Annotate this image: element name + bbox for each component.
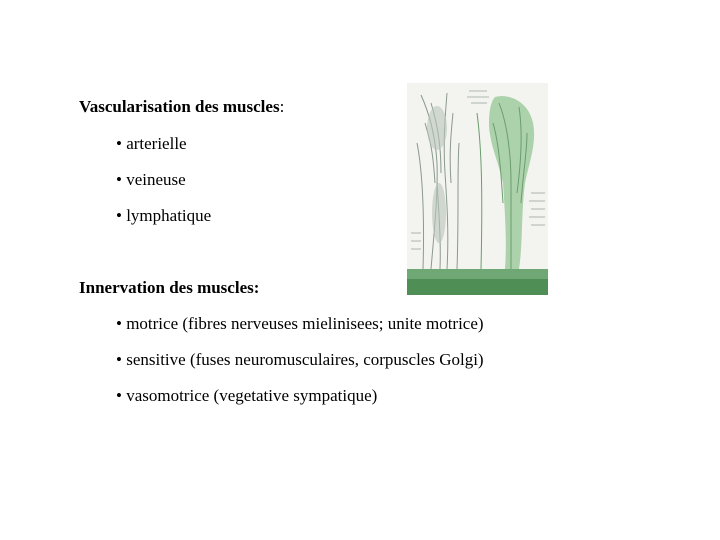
innervation-item-sensitive: • sensitive (fuses neuromusculaires, corpuscles Golgi) bbox=[116, 350, 484, 369]
innervation-item-motrice: • motrice (fibres nerveuses mielinisees; unite motrice) bbox=[116, 314, 484, 333]
vascularisation-heading-text: Vascularisation des muscles bbox=[79, 97, 280, 116]
vascularisation-heading-colon: : bbox=[279, 97, 285, 116]
innervation-item-vasomotrice: • vasomotrice (vegetative sympatique) bbox=[116, 386, 378, 405]
vascularisation-heading bbox=[79, 97, 284, 117]
innervation-heading: Innervation des muscles: bbox=[79, 278, 260, 297]
anatomical-muscle-sketch-icon bbox=[407, 83, 548, 295]
vascularisation-item-lymphatique: • lymphatique bbox=[116, 206, 212, 225]
vascularisation-item-arterielle: • arterielle bbox=[116, 134, 187, 153]
vascularisation-item-veineuse: • veineuse bbox=[116, 170, 186, 189]
